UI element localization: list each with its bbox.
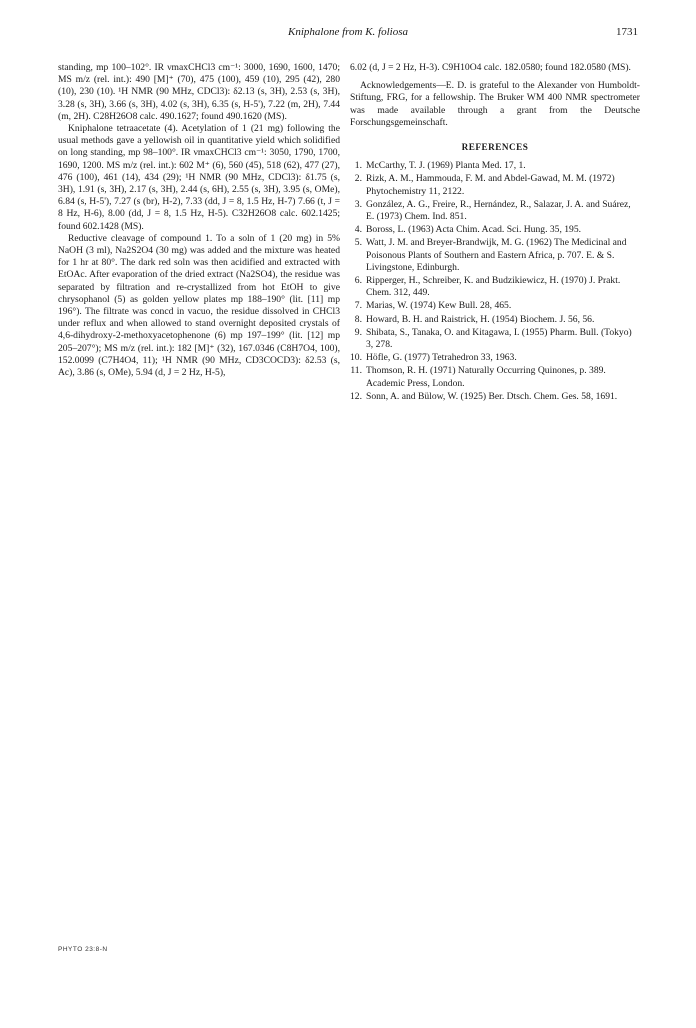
reference-text: Höfle, G. (1977) Tetrahedron 33, 1963.	[366, 352, 517, 364]
experimental-paragraph: Kniphalone tetraacetate (4). Acetylation of 1 (21 mg) following the usual methods gave a yellowish oil in quantitative yield which solidified on long standing, mp 98–100°. IR νmaxCHCl3 cm⁻¹: 3050, 1790, 1700, 1690, 1200. MS m/z (rel. int.): 602 M⁺ (6), 560 (45), 518 (62), 477 (27), 476 (100), 461 (14), 434 (29); ¹H NMR (90 MHz, CDCl3): δ1.75 (s, 3H), 1.91 (s, 3H), 2.17 (s, 3H), 2.44 (s, 6H), 2.55 (s, 3H), 3.95 (s, OMe), 6.84 (s, H-5'), 7.27 (s (br), H-2), 7.33 (dd, J = 8, 1.5 Hz, H-7) 7.66 (t, J = 8 Hz, H-6), 8.00 (dd, J = 8, 1.5 Hz, H-5). C32H26O8 calc. 602.1425; found 602.1428 (MS).	[58, 123, 340, 232]
reference-number: 4.	[354, 224, 362, 236]
reference-text: Ripperger, H., Schreiber, K. and Budzikiewicz, H. (1970) J. Prakt. Chem. 312, 449.	[366, 275, 621, 299]
reference-item	[350, 300, 640, 312]
reference-text: Shibata, S., Tanaka, O. and Kitagawa, I. (1955) Pharm. Bull. (Tokyo) 3, 278.	[366, 326, 632, 351]
reference-text: Howard, B. H. and Raistrick, H. (1954) Biochem. J. 56, 56.	[366, 313, 595, 325]
running-title: Kniphalone from K. foliosa	[288, 26, 408, 38]
reference-item	[350, 365, 640, 389]
reference-item	[350, 314, 640, 326]
reference-number: 2.	[354, 173, 362, 185]
experimental-continuation: 6.02 (d, J = 2 Hz, H-3). C9H10O4 calc. 182.0580; found 182.0580 (MS).	[350, 62, 631, 73]
reference-item	[350, 224, 640, 236]
reference-item	[350, 327, 640, 351]
reference-number: 5.	[354, 237, 362, 249]
reference-text: Rizk, A. M., Hammouda, F. M. and Abdel-Gawad, M. M. (1972) Phytochemistry 11, 2122.	[366, 173, 615, 197]
footer-code: PHYTO 23:8-N	[58, 946, 108, 953]
reference-text: Boross, L. (1963) Acta Chim. Acad. Sci. Hung. 35, 195.	[366, 224, 582, 236]
reference-item	[350, 173, 640, 197]
reference-number: 11.	[350, 365, 362, 377]
page-header	[0, 26, 696, 42]
reference-number: 1.	[354, 160, 362, 172]
reference-number: 6.	[354, 275, 362, 287]
references-list	[350, 160, 640, 403]
reference-number: 3.	[354, 198, 362, 210]
reference-item	[350, 160, 640, 172]
reference-number: 7.	[354, 300, 362, 312]
reference-number: 8.	[354, 313, 362, 325]
reference-text: Thomson, R. H. (1971) Naturally Occurring Quinones, p. 389. Academic Press, London.	[366, 365, 606, 389]
page-number: 1731	[616, 26, 638, 38]
reference-text: González, A. G., Freire, R., Hernández, R., Salazar, J. A. and Suárez, E. (1973) Chem. Ind. 851.	[366, 198, 631, 223]
right-column	[350, 62, 640, 404]
reference-item	[350, 391, 640, 403]
acknowledgements: Acknowledgements—E. D. is grateful to the Alexander von Humboldt-Stiftung, FRG, for a fellowship. The Bruker WM 400 NMR spectrometer was made available through a grant from the Deutsche Forschungsgemeinschaft.	[350, 80, 640, 128]
experimental-paragraph: standing, mp 100–102°. IR νmaxCHCl3 cm⁻¹: 3000, 1690, 1600, 1470; MS m/z (rel. int.): 490 [M]⁺ (70), 475 (100), 459 (10), 295 (42), 280 (10), 230 (10). ¹H NMR (90 MHz, CDCl3): δ2.13 (s, 3H), 2.53 (s, 3H), 3.28 (s, 3H), 3.66 (s, 3H), 4.02 (s, 3H), 6.35 (s, H-5'), 7.22 (m, 2H), 7.44 (m, 2H). C28H26O8 calc. 490.1627; found 490.1620 (MS).	[58, 62, 340, 122]
experimental-paragraph: Reductive cleavage of compound 1. To a soln of 1 (20 mg) in 5% NaOH (3 ml), Na2S2O4 (30 mg) was added and the mixture was heated for 1 hr at 80°. The dark red soln was then acidified and extracted with EtOAc. After evaporation of the dried extract (Na2SO4), the residue was separated by filtration and re-crystallized from hot EtOH to give chrysophanol (5) as golden yellow plates mp 188–190° (lit. [11] mp 196°). The filtrate was concd in vacuo, the residue dissolved in CHCl3 under reflux and when allowed to stand overnight deposited crystals of 4,6-dihydroxy-2-methoxyacetophenone (6) mp 197–199° (lit. [12] mp 205–207°); MS m/z (rel. int.): 182 [M]⁺ (32), 167.0346 (C8H7O4, 100), 152.0099 (C7H4O4, 11); ¹H NMR (90 MHz, CD3COCD3): δ2.53 (s, Ac), 3.86 (s, OMe), 5.94 (d, J = 2 Hz, H-5),	[58, 232, 340, 379]
reference-item	[350, 237, 640, 274]
reference-item	[350, 352, 640, 364]
reference-number: 9.	[354, 326, 362, 338]
reference-number: 12.	[350, 390, 362, 402]
reference-item	[350, 275, 640, 299]
reference-number: 10.	[350, 352, 362, 364]
reference-text: Watt, J. M. and Breyer-Brandwijk, M. G. (1962) The Medicinal and Poisonous Plants of Southern and Eastern Africa, p. 707. E. & S. Livingstone, Edinburgh.	[366, 237, 627, 273]
reference-item	[350, 199, 640, 223]
reference-text: Marias, W. (1974) Kew Bull. 28, 465.	[366, 300, 512, 312]
left-column	[58, 62, 340, 379]
references-heading: REFERENCES	[461, 142, 529, 153]
reference-text: Sonn, A. and Bülow, W. (1925) Ber. Dtsch. Chem. Ges. 58, 1691.	[366, 390, 618, 402]
reference-text: McCarthy, T. J. (1969) Planta Med. 17, 1.	[366, 160, 526, 172]
